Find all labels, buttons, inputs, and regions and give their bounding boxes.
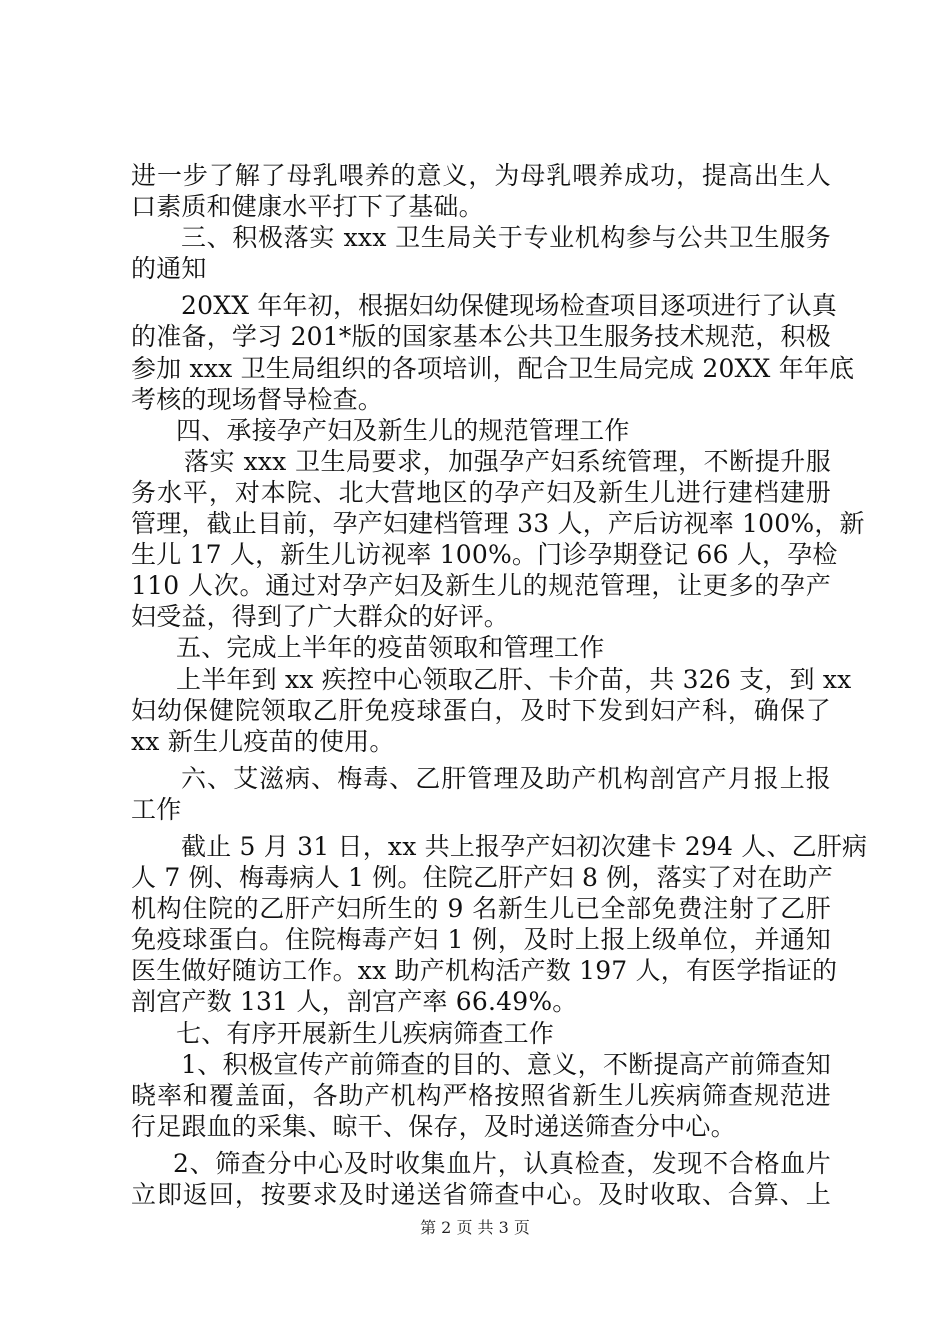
text-line: 管理，截止目前，孕产妇建档管理 33 人，产后访视率 100%，新	[131, 509, 865, 539]
text-line: 七、有序开展新生儿疾病筛查工作	[176, 1018, 555, 1048]
text-line: 六、艾滋病、梅毒、乙肝管理及助产机构剖宫产月报上报	[181, 763, 831, 793]
text-line: 晓率和覆盖面，各助产机构严格按照省新生儿疾病筛查规范进	[131, 1080, 831, 1110]
text-line: xx 新生儿疫苗的使用。	[131, 726, 395, 756]
text-line: 人 7 例、梅毒病人 1 例。住院乙肝产妇 8 例，落实了对在助产	[131, 863, 833, 893]
text-line: 考核的现场督导检查。	[131, 384, 384, 414]
text-line: 务水平，对本院、北大营地区的孕产妇及新生儿进行建档建册	[131, 477, 831, 507]
text-line: 的通知	[131, 254, 207, 284]
text-line: 医生做好随访工作。xx 助产机构活产数 197 人，有医学指证的	[131, 956, 838, 986]
text-line: 生儿 17 人，新生儿访视率 100%。门诊孕期登记 66 人，孕检	[131, 540, 838, 570]
document-body	[131, 160, 868, 1210]
text-line: 五、完成上半年的疫苗领取和管理工作	[176, 633, 605, 663]
text-line: 进一步了解了母乳喂养的意义，为母乳喂养成功，提高出生人	[131, 161, 831, 190]
text-line: 的准备，学习 201*版的国家基本公共卫生服务技术规范，积极	[131, 322, 831, 352]
text-line: 20XX 年年初，根据妇幼保健现场检查项目逐项进行了认真	[181, 291, 837, 321]
text-line: 妇幼保健院领取乙肝免疫球蛋白，及时下发到妇产科，确保了	[131, 695, 831, 725]
text-line: 参加 xxx 卫生局组织的各项培训，配合卫生局完成 20XX 年年底	[131, 353, 855, 383]
text-line: 妇受益，得到了广大群众的好评。	[131, 602, 510, 632]
text-line: 落实 xxx 卫生局要求，加强孕产妇系统管理，不断提升服	[184, 446, 831, 476]
text-line: 行足跟血的采集、晾干、保存，及时递送筛查分中心。	[131, 1111, 736, 1141]
text-line: 口素质和健康水平打下了基础。	[131, 192, 484, 222]
text-line: 工作	[131, 794, 182, 824]
text-line: 上半年到 xx 疾控中心领取乙肝、卡介苗，共 326 支，到 xx	[176, 664, 852, 694]
text-line: 四、承接孕产妇及新生儿的规范管理工作	[176, 415, 630, 445]
text-line: 1、积极宣传产前筛查的目的、意义，不断提高产前筛查知	[181, 1049, 831, 1079]
text-line: 机构住院的乙肝产妇所生的 9 名新生儿已全部免费注射了乙肝	[131, 894, 831, 924]
text-line: 截止 5 月 31 日，xx 共上报孕产妇初次建卡 294 人、乙肝病	[181, 831, 868, 861]
text-line: 免疫球蛋白。住院梅毒产妇 1 例，及时上报上级单位，并通知	[131, 925, 831, 955]
text-line: 三、积极落实 xxx 卫生局关于专业机构参与公共卫生服务	[181, 223, 831, 253]
text-line: 2、筛查分中心及时收集血片，认真检查，发现不合格血片	[173, 1148, 831, 1178]
text-line: 剖宫产数 131 人，剖宫产率 66.49%。	[131, 987, 578, 1017]
text-line: 110 人次。通过对孕产妇及新生儿的规范管理，让更多的孕产	[131, 571, 831, 601]
page-footer: 第 2 页 共 3 页	[420, 1218, 530, 1237]
text-line: 立即返回，按要求及时递送省筛查中心。及时收取、合算、上	[131, 1180, 831, 1209]
